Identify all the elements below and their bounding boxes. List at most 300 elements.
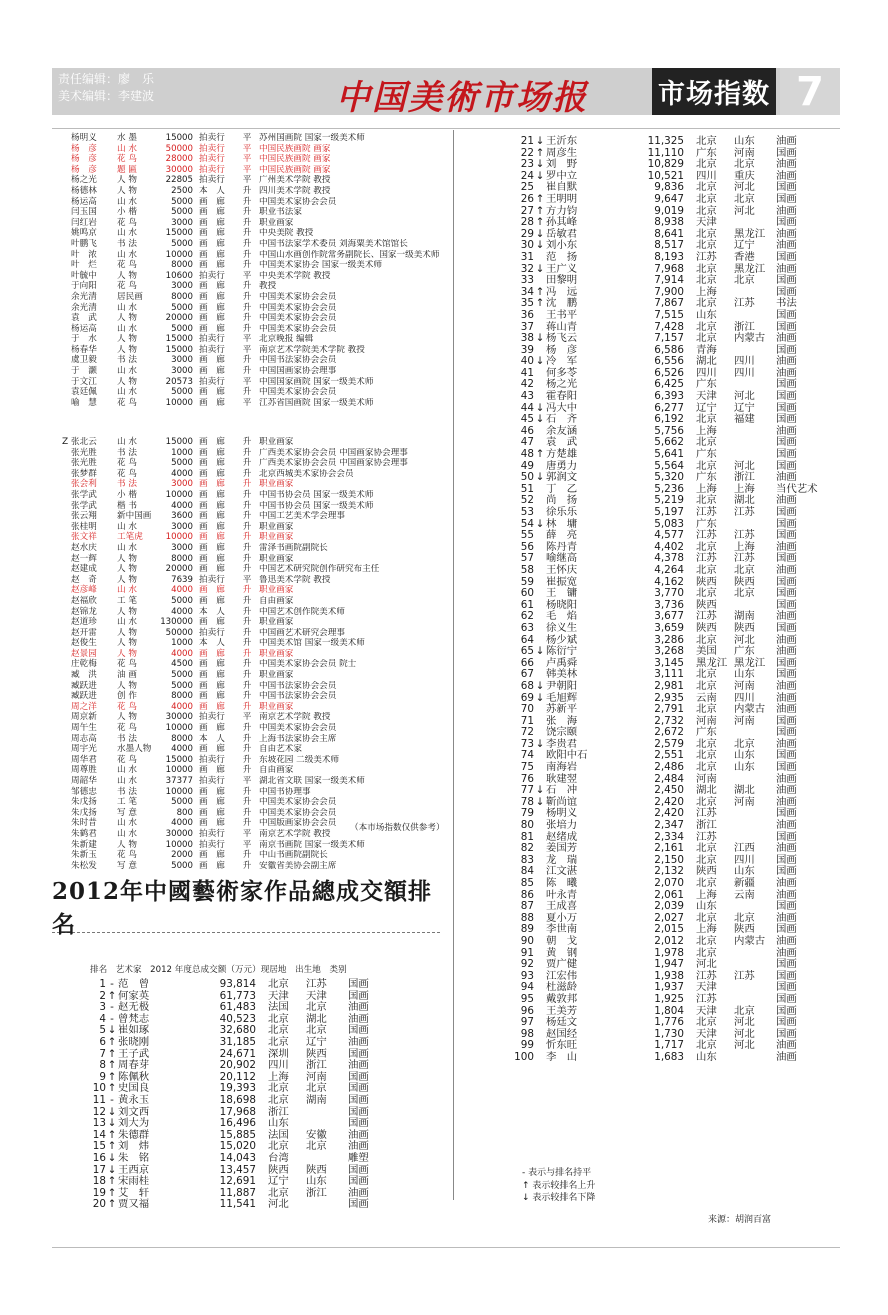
affiliation: 中国民族画院 画家 [259,164,331,175]
residence: 江苏 [696,506,717,518]
market-row [71,585,451,596]
total-turnover: 2,579 [654,737,684,750]
category: 国画 [776,587,797,600]
total-turnover: 2,039 [654,900,684,913]
category: 国画 [776,529,797,542]
rank-number: 41 [520,366,534,379]
market-row [71,144,451,155]
ranking-row [512,136,816,148]
trend: 升 [242,217,252,228]
trend: 升 [242,659,252,670]
artist-name: 周华君 [71,754,97,765]
artist-name: 杨德林 [71,185,97,196]
affiliation: 中国美术家协会会员 [259,797,337,808]
artist-name: 赵景园 [71,648,97,659]
rank-change: ↓ [535,401,545,414]
sale-channel: 画 廊 [199,355,225,366]
birthplace: 安徽 [306,1128,327,1141]
price: 50000 [165,627,193,638]
total-turnover: 1,947 [654,958,684,971]
residence: 北京 [696,587,717,600]
category: 书法 [776,297,797,310]
birthplace [734,994,776,1006]
category: 油画 [776,239,797,252]
category: 小 楷 [117,207,137,218]
rank-change: ↑ [535,297,545,310]
residence: 上海 [268,1070,289,1083]
rank-change: ↓ [107,1105,117,1118]
birthplace: 河南 [306,1070,327,1083]
rank-number: 25 [520,181,534,194]
category: 油画 [776,610,797,623]
rank-change: ↓ [535,169,545,182]
category: 国画 [776,656,797,669]
rank-number: 74 [520,749,534,762]
artist-name: 周宇光 [71,744,97,755]
ranking-row [512,565,816,577]
birthplace [306,1199,348,1211]
total-turnover: 5,564 [654,459,684,472]
residence: 北京 [268,1140,289,1153]
rank-number: 1 [99,978,106,990]
artist-name: 朝 戈 [546,934,578,947]
rank-change [534,542,546,554]
trend: 平 [242,270,252,281]
birthplace: 江苏 [306,978,327,990]
category: 国画 [776,830,797,843]
birthplace: 北京 [734,563,755,576]
category: 油画 [776,772,797,785]
price: 5000 [171,670,193,681]
price: 3000 [171,281,193,292]
artist-name: 尚 扬 [546,494,578,507]
total-turnover: 9,647 [654,192,684,205]
ranking-row [512,704,816,716]
sale-channel: 画 廊 [199,648,225,659]
rank-number: 29 [520,227,534,240]
ranking-row [512,762,816,774]
birthplace: 北京 [734,911,755,924]
rank-number: 31 [520,250,534,263]
residence: 江苏 [696,250,717,263]
total-turnover: 2,732 [654,714,684,727]
rank-change [534,368,546,380]
divider-top [52,128,840,129]
total-turnover: 10,521 [647,169,684,182]
affiliation: 雷泽书画院副院长 [259,542,328,553]
category: 国画 [776,274,797,287]
rank-change: ↓ [535,691,545,704]
category: 油画 [776,633,797,646]
market-row [71,522,451,533]
rank-number: 46 [520,424,534,437]
rank-number: 54 [520,517,534,530]
category: 人 物 [117,680,137,691]
birthplace: 上海 [734,482,755,495]
category: 山 水 [117,585,137,596]
market-row [71,313,451,324]
residence: 上海 [696,923,717,936]
residence: 北京 [696,239,717,252]
trend: 升 [242,387,252,398]
rank-number: 39 [520,343,534,356]
category: 国画 [776,181,797,194]
total-turnover: 3,659 [654,621,684,634]
birthplace: 河北 [734,1016,755,1029]
category: 国画 [348,989,369,1002]
residence: 北京 [696,540,717,553]
rank-change: ↑ [107,1175,117,1188]
total-turnover: 12,691 [219,1175,256,1188]
residence: 北京 [268,978,289,990]
residence: 北京 [696,459,717,472]
affiliation: 中国版画家协会会员 [259,818,337,829]
category: 国画 [776,320,797,333]
category: 国画 [776,308,797,321]
artist-name: 赵建成 [71,564,97,575]
ranking-row [512,310,816,322]
birthplace: 河南 [734,795,755,808]
residence: 河北 [268,1198,289,1211]
affiliation: 广州美术学院 教授 [259,175,331,186]
category: 人 物 [117,712,137,723]
market-row [71,776,451,787]
artist-name: 罗中立 [546,169,578,182]
trend: 平 [242,154,252,165]
birthplace: 湖南 [306,1093,327,1106]
rank-change [534,1006,546,1018]
category: 国画 [348,1070,369,1083]
category: 人 物 [117,270,137,281]
category: 山 水 [117,542,137,553]
rank-change [534,379,546,391]
price: 15000 [165,228,193,239]
artist-name: 周午生 [71,723,97,734]
ranking-list-right [512,136,816,1064]
artist-name: 张光胜 [71,458,97,469]
artist-name: 张文祥 [71,532,97,543]
artist-name: 赵水庆 [71,542,97,553]
sale-channel: 画 廊 [199,744,225,755]
category: 山 水 [117,323,137,334]
residence: 北京 [696,911,717,924]
ranking-row [512,959,816,971]
total-turnover: 24,671 [219,1047,256,1060]
price: 3000 [171,355,193,366]
birthplace: 四川 [734,691,755,704]
category: 人 物 [117,334,137,345]
rank-change: ↓ [535,355,545,368]
artist-name: 王成喜 [546,900,578,913]
residence: 天津 [696,1027,717,1040]
birthplace: 河南 [734,679,755,692]
trend: 升 [242,355,252,366]
artist-name: 周春芽 [118,1059,150,1072]
rank-change [534,577,546,589]
artist-name: 张 海 [546,714,578,727]
artist-name: 杨廷文 [546,1016,578,1029]
sale-channel: 拍卖行 [199,574,225,585]
artist-name: 张会利 [71,479,97,490]
artist-name: 杨之光 [546,378,578,391]
rank-number: 53 [520,506,534,518]
residence: 黑龙江 [696,656,728,669]
artist-name: 赵一辉 [71,553,97,564]
category: 油 画 [117,670,137,681]
birthplace: 山东 [734,761,755,774]
total-turnover: 8,193 [654,250,684,263]
artist-name: 王怀庆 [546,563,578,576]
artist-name: 忻东旺 [546,1039,578,1052]
rank-change: ↑ [535,204,545,217]
artist-name: 崔如琢 [118,1024,150,1037]
affiliation: 职业画家 [259,217,294,228]
trend: 升 [242,680,252,691]
artist-name: 张云翔 [71,511,97,522]
total-turnover: 2,070 [654,877,684,889]
total-turnover: 4,162 [654,575,684,588]
rank-change [534,275,546,287]
sale-channel: 拍卖行 [199,712,225,723]
rank-number: 66 [520,656,534,669]
artist-name: 方力钧 [546,204,578,217]
price: 5000 [171,860,193,871]
affiliation: 中国书法家协会会员 [259,355,337,366]
category: 国画 [776,506,797,518]
residence: 北京 [696,877,717,889]
birthplace [306,1118,348,1130]
category: 油画 [348,1012,369,1025]
artist-name: 冯 远 [546,285,578,298]
affiliation: 中国画艺术研究会理事 [259,627,345,638]
ranking-header: 排名 艺术家 2012 年度总成交额（万元）现居地 出生地 类别 [90,965,347,975]
total-turnover: 8,517 [654,239,684,252]
ranking-row [512,275,816,287]
artist-name: 臧跃进 [71,691,97,702]
market-row [71,681,451,692]
price: 10000 [165,839,193,850]
price: 15000 [165,344,193,355]
birthplace: 北京 [734,192,755,205]
affiliation: 中国书法家协会会员 [259,680,337,691]
artist-name: 赵绪成 [546,830,578,843]
affiliation: 职业画家 [259,479,294,490]
category: 油画 [776,679,797,692]
price: 30000 [165,164,193,175]
category: 油画 [776,424,797,437]
category: 书 法 [117,238,137,249]
birthplace [734,808,776,820]
market-row [71,755,451,766]
sale-channel: 拍卖行 [199,164,225,175]
price: 1000 [171,638,193,649]
rank-change: ↑ [535,146,545,159]
price: 5000 [171,207,193,218]
residence: 江苏 [696,969,717,982]
rank-number: 81 [520,830,534,843]
rank-number: 75 [520,761,534,774]
category: 国画 [776,146,797,159]
total-turnover: 2,551 [654,749,684,762]
category: 国画 [348,1082,369,1095]
artist-name: 叶 浓 [71,249,97,260]
category: 国画 [776,865,797,878]
sale-channel: 拍卖行 [199,839,225,850]
artist-name: 周尊胜 [71,765,97,776]
birthplace: 湖北 [734,494,755,507]
residence: 北京 [696,633,717,646]
sale-channel: 画 廊 [199,458,225,469]
residence: 广东 [696,517,717,530]
artist-name: 王书平 [546,308,578,321]
residence: 北京 [696,761,717,774]
rank-number: 92 [520,958,534,971]
category: 油画 [348,1186,369,1199]
ranking-row [512,646,816,658]
category: 油画 [776,934,797,947]
rank-change: ↑ [107,1128,117,1141]
birthplace [306,1153,348,1165]
rank-change: ↓ [535,645,545,658]
affiliation: 江苏省国画院 国家一级美术师 [259,397,374,408]
sale-channel: 画 廊 [199,397,225,408]
category: 油画 [776,332,797,345]
artist-name: 刘 炜 [118,1140,150,1153]
total-turnover: 3,111 [654,668,684,681]
birthplace: 福建 [734,413,755,426]
rank-number: 52 [520,494,534,507]
sale-channel: 画 廊 [199,797,225,808]
market-row [71,218,451,229]
total-turnover: 6,192 [654,413,684,426]
category: 花 鸟 [117,458,137,469]
residence: 北京 [696,1039,717,1052]
category: 油画 [348,1128,369,1141]
rank-number: 88 [520,911,534,924]
trend: 升 [242,818,252,829]
artist-name: 周志高 [71,733,97,744]
trend: 升 [242,595,252,606]
artist-name: 王西京 [118,1163,150,1176]
residence: 湖北 [696,784,717,797]
category: 花 鸟 [117,659,137,670]
sale-channel: 画 廊 [199,765,225,776]
rank-change: ↑ [107,1047,117,1060]
price: 30000 [165,828,193,839]
affiliation: 中国美术家协会会员 [259,196,337,207]
residence: 河南 [696,772,717,785]
designer-line: 美术编辑：李建波 [58,89,155,103]
birthplace: 四川 [734,366,755,379]
residence: 广东 [696,471,717,484]
rank-number: 98 [520,1027,534,1040]
rank-number: 62 [520,610,534,623]
category: 油画 [776,946,797,959]
residence: 北京 [696,563,717,576]
category: 油画 [776,494,797,507]
rank-number: 45 [520,413,534,426]
artist-name: 于文江 [71,376,97,387]
trend: 升 [242,458,252,469]
rank-number: 68 [520,679,534,692]
ranking-row [512,333,816,345]
birthplace: 云南 [734,888,755,901]
rank-change [534,495,546,507]
rank-change: ↓ [535,227,545,240]
trend: 升 [242,585,252,596]
price: 37377 [165,776,193,786]
ranking-row [84,1199,388,1211]
total-turnover: 6,586 [654,343,684,356]
category: 山 水 [117,228,137,239]
affiliation: 中国书协会员 国家一级美术师 [259,489,374,500]
artist-name: 戴敦邦 [546,992,578,1005]
rank-change: ↑ [107,1070,117,1083]
sale-channel: 画 廊 [199,437,225,447]
trend: 升 [242,521,252,532]
birthplace: 北京 [734,158,755,171]
artist-name: 王广义 [546,262,578,275]
legend-down: ↓ 表示较排名下降 [522,1193,596,1203]
rank-change [534,878,546,890]
residence: 北京 [696,135,717,147]
rank-number: 47 [520,436,534,449]
total-turnover: 11,541 [219,1198,256,1211]
artist-name: 王明明 [546,192,578,205]
rank-change [534,553,546,565]
trend: 升 [242,281,252,292]
market-row [71,207,451,218]
category: 油画 [776,563,797,576]
total-turnover: 3,145 [654,656,684,669]
price: 20000 [165,313,193,324]
rank-change: ↓ [535,471,545,484]
artist-name: 孙其峰 [546,216,578,229]
rank-change: ↑ [535,216,545,229]
artist-name: 刘小东 [546,239,578,252]
rank-number: 37 [520,320,534,333]
price: 3000 [171,479,193,490]
category: 油画 [776,842,797,855]
ranking-row [512,878,816,890]
category: 国画 [776,285,797,298]
residence: 天津 [696,390,717,403]
birthplace: 河南 [734,714,755,727]
artist-name: 叶鹏飞 [71,238,97,249]
total-turnover: 7,515 [654,308,684,321]
market-row [71,175,451,186]
birthplace: 香港 [734,250,755,263]
category: 油画 [776,1050,797,1063]
category: 花 鸟 [117,850,137,861]
artist-name: 袁 武 [71,313,97,324]
residence: 广东 [696,726,717,739]
category: 国画 [776,552,797,565]
birthplace: 河北 [734,204,755,217]
category: 国画 [776,923,797,936]
total-turnover: 32,680 [219,1024,256,1037]
rank-number: 48 [520,448,534,461]
price: 2000 [171,850,193,861]
category: 花 鸟 [117,217,137,228]
residence: 江苏 [696,610,717,623]
rank-number: 72 [520,726,534,739]
trend: 升 [242,437,252,447]
residence: 北京 [268,1035,289,1048]
sale-channel: 拍卖行 [199,175,225,186]
artist-name: 赵俊生 [71,638,97,649]
rank-change [534,994,546,1006]
